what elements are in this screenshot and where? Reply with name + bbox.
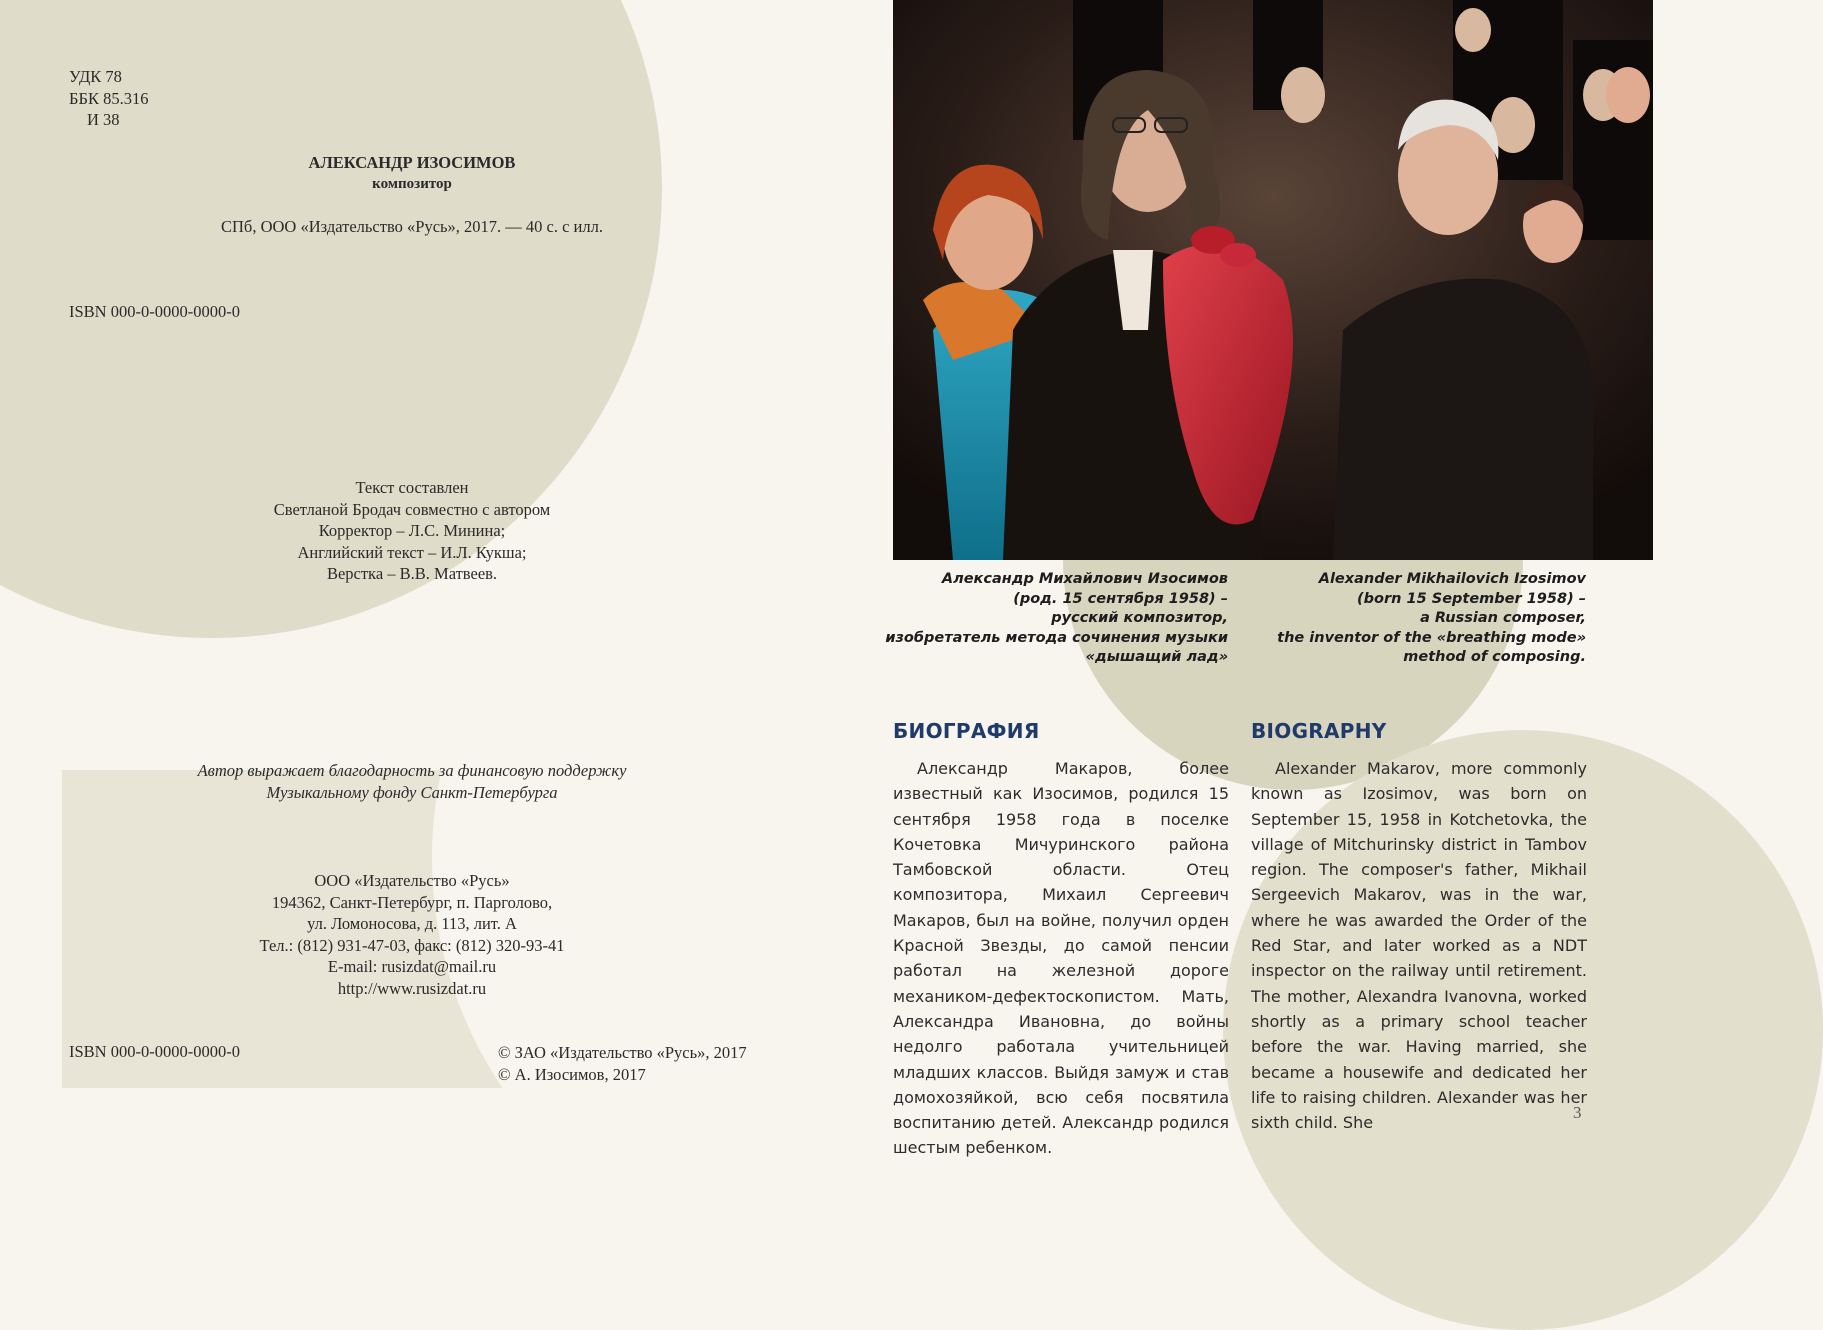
caption-line: a Russian composer,	[1420, 610, 1586, 626]
caption-line: Александр Михайлович Изосимов	[941, 571, 1228, 587]
caption-line: (род. 15 сентября 1958) –	[1013, 590, 1228, 607]
photo-caption-en	[1206, 570, 1586, 668]
biography-text-ru: Александр Макаров, более известный как Изосимов, родился 15 сентября 1958 года в поселке Кочетовка Мичуринского района Тамбовской области. Отец композитора, Михаил Сергеевич Макаров, был на войне, получил орден Красной Звезды, до самой пенсии работал на железной дороге механиком-дефектоскопистом. Мать, Александра Ивановна, до войны недолго работала учительницей младших классов. Выйдя замуж и став домохозяйкой, всю себя посвятила воспитанию детей. Александр родился шестым ребенком.	[893, 759, 1229, 1158]
composer-photo	[893, 0, 1653, 560]
page-number: 3	[1573, 1103, 1582, 1122]
publisher-phone: Тел.: (812) 931-47-03, факс: (812) 320-93-41	[259, 935, 565, 955]
publisher-email: E-mail: rusizdat@mail.ru	[327, 957, 497, 976]
copyright-line: © А. Изосимов, 2017	[498, 1064, 646, 1084]
publisher-block	[62, 870, 762, 999]
classification-codes	[69, 66, 148, 131]
author-index: И 38	[87, 110, 120, 129]
caption-line: Alexander Mikhailovich Izosimov	[1318, 571, 1586, 587]
copyright-block	[498, 1042, 747, 1085]
bbk-code: ББК 85.316	[69, 88, 149, 108]
acknowledgement	[62, 760, 762, 803]
isbn-top: ISBN 000-0-0000-0000-0	[69, 302, 240, 321]
publisher-address: 194362, Санкт-Петербург, п. Парголово,	[271, 892, 553, 912]
author-name: АЛЕКСАНДР ИЗОСИМОВ	[308, 153, 516, 172]
caption-line: the inventor of the «breathing mode»	[1277, 629, 1586, 646]
publisher-website: http://www.rusizdat.ru	[337, 978, 487, 998]
caption-line: «дышащий лад»	[1085, 649, 1228, 665]
caption-line: method of composing.	[1403, 649, 1586, 665]
credits-line: Текст составлен	[355, 478, 469, 497]
acknowledgement-line: Автор выражает благодарность за финансовую поддержку	[197, 761, 627, 780]
biography-heading-en: BIOGRAPHY	[1251, 719, 1387, 743]
caption-line: изобретатель метода сочинения музыки	[885, 629, 1228, 646]
credits-line: Верстка – В.В. Матвеев.	[326, 564, 498, 583]
credits-line: Корректор – Л.С. Минина;	[318, 521, 506, 540]
credits-line: Светланой Бродач совместно с автором	[273, 499, 551, 519]
copyright-line: © ЗАО «Издательство «Русь», 2017	[498, 1043, 747, 1062]
credits-line: Английский текст – И.Л. Кукша;	[297, 542, 527, 562]
biography-text-en: Alexander Makarov, more commonly known as Izosimov, was born on September 15, 1958 in Kotchetovka, the village of Mitchurinsky district in Tambov region. The composer's father, Mikhail Sergeevich Makarov, was in the war, where he was awarded the Order of the Red Star, and later worked as a NDT inspector on the railway until retirement. The mother, Alexandra Ivanovna, worked shortly as a primary school teacher before the war. Having married, she became a housewife and dedicated her life to raising children. Alexander was her sixth child. She	[1251, 759, 1587, 1133]
acknowledgement-line: Музыкальному фонду Санкт-Петербурга	[266, 782, 558, 802]
publisher-address: ул. Ломоносова, д. 113, лит. А	[307, 914, 517, 933]
author-role: композитор	[372, 176, 452, 192]
udk-code: УДК 78	[69, 67, 122, 86]
credits-block	[62, 477, 762, 585]
photo-caption-ru	[848, 570, 1228, 668]
isbn-bottom: ISBN 000-0-0000-0000-0	[69, 1042, 240, 1061]
publisher-name: ООО «Издательство «Русь»	[314, 871, 510, 890]
caption-line: (born 15 September 1958) –	[1357, 590, 1586, 607]
publication-line: СПб, ООО «Издательство «Русь», 2017. — 40 с. с илл.	[221, 217, 603, 236]
biography-heading-ru: БИОГРАФИЯ	[893, 719, 1040, 743]
caption-line: русский композитор,	[1051, 610, 1228, 626]
